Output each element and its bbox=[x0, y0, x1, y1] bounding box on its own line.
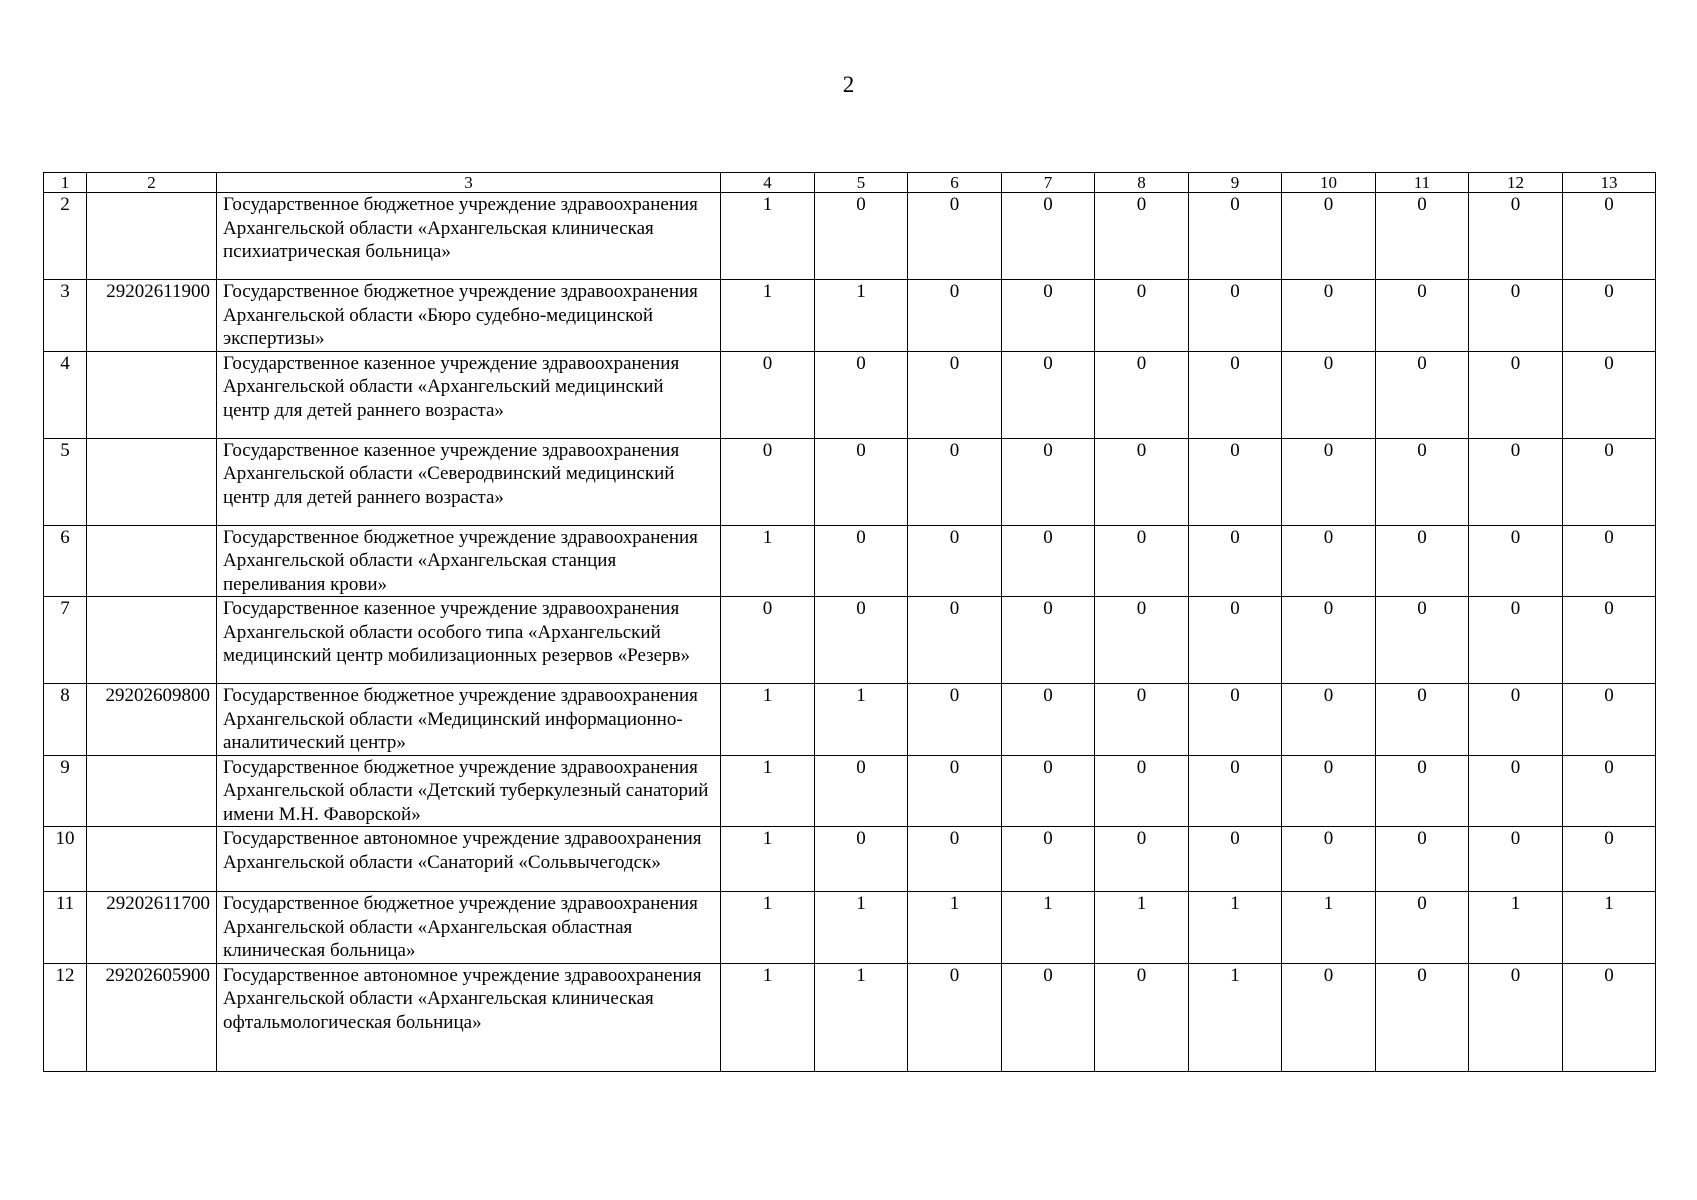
value-cell-col-5: 0 bbox=[815, 351, 908, 438]
value-cell-col-11: 0 bbox=[1376, 827, 1469, 892]
table-row bbox=[44, 827, 1656, 892]
value-cell-col-12: 1 bbox=[1469, 892, 1563, 964]
value-cell-col-6: 0 bbox=[908, 684, 1002, 756]
value-cell-col-11: 0 bbox=[1376, 755, 1469, 827]
table-row bbox=[44, 525, 1656, 597]
value-cell-col-5: 1 bbox=[815, 892, 908, 964]
institution-name-cell: Государственное бюджетное учреждение здравоохранения Архангельской области «Архангельская областная клиническая больница» bbox=[217, 892, 721, 964]
row-number-cell: 2 bbox=[44, 193, 87, 280]
institution-name-cell: Государственное бюджетное учреждение здравоохранения Архангельской области «Бюро судебно-медицинской экспертизы» bbox=[217, 280, 721, 352]
value-cell-col-9: 1 bbox=[1189, 963, 1282, 1071]
institution-code-cell: 29202609800 bbox=[87, 684, 217, 756]
value-cell-col-13: 0 bbox=[1563, 827, 1656, 892]
institution-code-cell bbox=[87, 827, 217, 892]
value-cell-col-10: 0 bbox=[1282, 438, 1376, 525]
value-cell-col-4: 1 bbox=[721, 525, 815, 597]
value-cell-col-5: 1 bbox=[815, 684, 908, 756]
value-cell-col-10: 0 bbox=[1282, 827, 1376, 892]
value-cell-col-11: 0 bbox=[1376, 193, 1469, 280]
value-cell-col-5: 1 bbox=[815, 963, 908, 1071]
value-cell-col-9: 0 bbox=[1189, 280, 1282, 352]
value-cell-col-11: 0 bbox=[1376, 684, 1469, 756]
value-cell-col-4: 0 bbox=[721, 597, 815, 684]
value-cell-col-7: 0 bbox=[1002, 827, 1095, 892]
value-cell-col-6: 0 bbox=[908, 351, 1002, 438]
value-cell-col-12: 0 bbox=[1469, 193, 1563, 280]
row-number-cell: 8 bbox=[44, 684, 87, 756]
value-cell-col-11: 0 bbox=[1376, 438, 1469, 525]
value-cell-col-12: 0 bbox=[1469, 963, 1563, 1071]
value-cell-col-8: 0 bbox=[1095, 525, 1189, 597]
column-header-7: 7 bbox=[1002, 173, 1095, 193]
value-cell-col-12: 0 bbox=[1469, 827, 1563, 892]
value-cell-col-11: 0 bbox=[1376, 351, 1469, 438]
table-row bbox=[44, 351, 1656, 438]
institution-code-cell bbox=[87, 597, 217, 684]
value-cell-col-7: 0 bbox=[1002, 351, 1095, 438]
page-number: 2 bbox=[842, 72, 855, 97]
column-header-3: 3 bbox=[217, 173, 721, 193]
institution-name-cell: Государственное автономное учреждение здравоохранения Архангельской области «Санаторий «Сольвычегодск» bbox=[217, 827, 721, 892]
value-cell-col-4: 1 bbox=[721, 755, 815, 827]
value-cell-col-9: 0 bbox=[1189, 351, 1282, 438]
value-cell-col-4: 1 bbox=[721, 684, 815, 756]
row-number-cell: 11 bbox=[44, 892, 87, 964]
value-cell-col-7: 0 bbox=[1002, 755, 1095, 827]
institution-code-cell: 29202611700 bbox=[87, 892, 217, 964]
table-row bbox=[44, 438, 1656, 525]
row-number-cell: 4 bbox=[44, 351, 87, 438]
value-cell-col-10: 0 bbox=[1282, 280, 1376, 352]
institution-code-cell bbox=[87, 755, 217, 827]
institution-name-cell: Государственное казенное учреждение здравоохранения Архангельской области «Северодвинский медицинский центр для детей раннего возраста» bbox=[217, 438, 721, 525]
value-cell-col-8: 0 bbox=[1095, 963, 1189, 1071]
value-cell-col-12: 0 bbox=[1469, 280, 1563, 352]
value-cell-col-5: 0 bbox=[815, 438, 908, 525]
value-cell-col-4: 0 bbox=[721, 438, 815, 525]
table-row bbox=[44, 597, 1656, 684]
value-cell-col-10: 1 bbox=[1282, 892, 1376, 964]
value-cell-col-4: 1 bbox=[721, 892, 815, 964]
value-cell-col-9: 0 bbox=[1189, 525, 1282, 597]
value-cell-col-11: 0 bbox=[1376, 597, 1469, 684]
value-cell-col-4: 1 bbox=[721, 193, 815, 280]
institution-name-cell: Государственное автономное учреждение здравоохранения Архангельской области «Архангельская клиническая офтальмологическая больница» bbox=[217, 963, 721, 1071]
table-row bbox=[44, 892, 1656, 964]
value-cell-col-6: 0 bbox=[908, 755, 1002, 827]
value-cell-col-11: 0 bbox=[1376, 525, 1469, 597]
value-cell-col-9: 0 bbox=[1189, 438, 1282, 525]
value-cell-col-8: 0 bbox=[1095, 684, 1189, 756]
value-cell-col-12: 0 bbox=[1469, 597, 1563, 684]
institution-code-cell: 29202605900 bbox=[87, 963, 217, 1071]
column-header-10: 10 bbox=[1282, 173, 1376, 193]
institution-name-cell: Государственное казенное учреждение здравоохранения Архангельской области «Архангельский медицинский центр для детей раннего возраста» bbox=[217, 351, 721, 438]
value-cell-col-7: 0 bbox=[1002, 963, 1095, 1071]
institution-code-cell: 29202611900 bbox=[87, 280, 217, 352]
row-number-cell: 9 bbox=[44, 755, 87, 827]
institution-code-cell bbox=[87, 351, 217, 438]
value-cell-col-9: 0 bbox=[1189, 597, 1282, 684]
value-cell-col-6: 0 bbox=[908, 193, 1002, 280]
value-cell-col-6: 0 bbox=[908, 438, 1002, 525]
value-cell-col-13: 1 bbox=[1563, 892, 1656, 964]
value-cell-col-12: 0 bbox=[1469, 755, 1563, 827]
value-cell-col-4: 1 bbox=[721, 963, 815, 1071]
value-cell-col-7: 0 bbox=[1002, 280, 1095, 352]
value-cell-col-10: 0 bbox=[1282, 963, 1376, 1071]
table-row bbox=[44, 963, 1656, 1071]
value-cell-col-10: 0 bbox=[1282, 755, 1376, 827]
column-header-1: 1 bbox=[44, 173, 87, 193]
table-row bbox=[44, 755, 1656, 827]
value-cell-col-10: 0 bbox=[1282, 525, 1376, 597]
column-header-12: 12 bbox=[1469, 173, 1563, 193]
value-cell-col-9: 0 bbox=[1189, 193, 1282, 280]
value-cell-col-11: 0 bbox=[1376, 280, 1469, 352]
column-header-8: 8 bbox=[1095, 173, 1189, 193]
value-cell-col-7: 0 bbox=[1002, 684, 1095, 756]
institution-name-cell: Государственное бюджетное учреждение здравоохранения Архангельской области «Медицинский информационно-аналитический центр» bbox=[217, 684, 721, 756]
value-cell-col-8: 1 bbox=[1095, 892, 1189, 964]
value-cell-col-5: 0 bbox=[815, 827, 908, 892]
value-cell-col-9: 0 bbox=[1189, 755, 1282, 827]
value-cell-col-11: 0 bbox=[1376, 963, 1469, 1071]
value-cell-col-13: 0 bbox=[1563, 525, 1656, 597]
value-cell-col-7: 1 bbox=[1002, 892, 1095, 964]
value-cell-col-13: 0 bbox=[1563, 963, 1656, 1071]
value-cell-col-8: 0 bbox=[1095, 280, 1189, 352]
table-row bbox=[44, 193, 1656, 280]
value-cell-col-13: 0 bbox=[1563, 597, 1656, 684]
value-cell-col-10: 0 bbox=[1282, 351, 1376, 438]
value-cell-col-8: 0 bbox=[1095, 438, 1189, 525]
value-cell-col-13: 0 bbox=[1563, 438, 1656, 525]
value-cell-col-5: 0 bbox=[815, 525, 908, 597]
value-cell-col-10: 0 bbox=[1282, 597, 1376, 684]
value-cell-col-6: 0 bbox=[908, 597, 1002, 684]
column-header-11: 11 bbox=[1376, 173, 1469, 193]
column-header-2: 2 bbox=[87, 173, 217, 193]
row-number-cell: 6 bbox=[44, 525, 87, 597]
value-cell-col-8: 0 bbox=[1095, 827, 1189, 892]
value-cell-col-13: 0 bbox=[1563, 351, 1656, 438]
value-cell-col-7: 0 bbox=[1002, 193, 1095, 280]
value-cell-col-9: 0 bbox=[1189, 684, 1282, 756]
value-cell-col-7: 0 bbox=[1002, 597, 1095, 684]
value-cell-col-9: 0 bbox=[1189, 827, 1282, 892]
column-number-row bbox=[44, 173, 1656, 193]
value-cell-col-6: 1 bbox=[908, 892, 1002, 964]
table-row bbox=[44, 280, 1656, 352]
value-cell-col-10: 0 bbox=[1282, 193, 1376, 280]
value-cell-col-5: 0 bbox=[815, 755, 908, 827]
value-cell-col-5: 0 bbox=[815, 193, 908, 280]
value-cell-col-12: 0 bbox=[1469, 525, 1563, 597]
value-cell-col-7: 0 bbox=[1002, 525, 1095, 597]
table-body bbox=[44, 193, 1656, 1072]
value-cell-col-5: 1 bbox=[815, 280, 908, 352]
institution-name-cell: Государственное бюджетное учреждение здравоохранения Архангельской области «Детский туберкулезный санаторий имени М.Н. Фаворской» bbox=[217, 755, 721, 827]
institution-code-cell bbox=[87, 193, 217, 280]
value-cell-col-7: 0 bbox=[1002, 438, 1095, 525]
value-cell-col-9: 1 bbox=[1189, 892, 1282, 964]
value-cell-col-13: 0 bbox=[1563, 755, 1656, 827]
row-number-cell: 12 bbox=[44, 963, 87, 1071]
row-number-cell: 3 bbox=[44, 280, 87, 352]
column-header-13: 13 bbox=[1563, 173, 1656, 193]
value-cell-col-13: 0 bbox=[1563, 280, 1656, 352]
column-header-6: 6 bbox=[908, 173, 1002, 193]
value-cell-col-8: 0 bbox=[1095, 597, 1189, 684]
value-cell-col-5: 0 bbox=[815, 597, 908, 684]
registry-table bbox=[43, 172, 1656, 1072]
table-row bbox=[44, 684, 1656, 756]
institution-code-cell bbox=[87, 525, 217, 597]
value-cell-col-12: 0 bbox=[1469, 438, 1563, 525]
value-cell-col-4: 1 bbox=[721, 280, 815, 352]
value-cell-col-13: 0 bbox=[1563, 193, 1656, 280]
value-cell-col-4: 0 bbox=[721, 351, 815, 438]
value-cell-col-4: 1 bbox=[721, 827, 815, 892]
institution-name-cell: Государственное бюджетное учреждение здравоохранения Архангельской области «Архангельская клиническая психиатрическая больница» bbox=[217, 193, 721, 280]
table-header bbox=[44, 173, 1656, 193]
value-cell-col-8: 0 bbox=[1095, 351, 1189, 438]
value-cell-col-6: 0 bbox=[908, 963, 1002, 1071]
row-number-cell: 5 bbox=[44, 438, 87, 525]
column-header-5: 5 bbox=[815, 173, 908, 193]
row-number-cell: 7 bbox=[44, 597, 87, 684]
column-header-4: 4 bbox=[721, 173, 815, 193]
value-cell-col-11: 0 bbox=[1376, 892, 1469, 964]
value-cell-col-6: 0 bbox=[908, 827, 1002, 892]
value-cell-col-10: 0 bbox=[1282, 684, 1376, 756]
value-cell-col-6: 0 bbox=[908, 280, 1002, 352]
column-header-9: 9 bbox=[1189, 173, 1282, 193]
institution-code-cell bbox=[87, 438, 217, 525]
value-cell-col-13: 0 bbox=[1563, 684, 1656, 756]
value-cell-col-12: 0 bbox=[1469, 351, 1563, 438]
row-number-cell: 10 bbox=[44, 827, 87, 892]
institution-name-cell: Государственное бюджетное учреждение здравоохранения Архангельской области «Архангельская станция переливания крови» bbox=[217, 525, 721, 597]
institution-name-cell: Государственное казенное учреждение здравоохранения Архангельской области особого типа «Архангельский медицинский центр мобилизационных резервов «Резерв» bbox=[217, 597, 721, 684]
value-cell-col-8: 0 bbox=[1095, 755, 1189, 827]
value-cell-col-12: 0 bbox=[1469, 684, 1563, 756]
value-cell-col-6: 0 bbox=[908, 525, 1002, 597]
value-cell-col-8: 0 bbox=[1095, 193, 1189, 280]
